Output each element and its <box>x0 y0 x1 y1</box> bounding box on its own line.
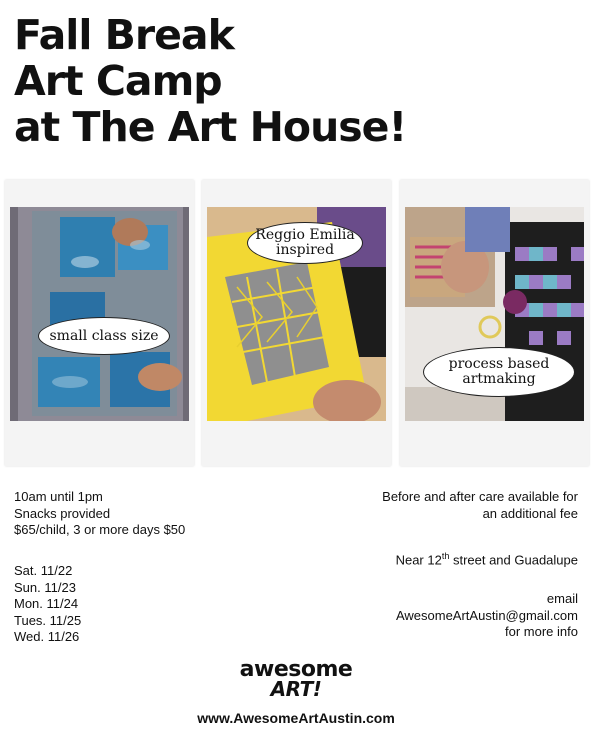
date-item: Tues. 11/25 <box>14 612 82 628</box>
care-line-2: an additional fee <box>482 505 578 521</box>
photo-card-1 <box>5 180 194 466</box>
contact-info <box>396 591 578 641</box>
flyer-title <box>14 12 406 150</box>
date-item: Sat. 11/22 <box>14 563 73 578</box>
website-link[interactable]: www.AwesomeArtAustin.com <box>197 710 395 726</box>
care-line-1: Before and after care available for <box>382 489 578 504</box>
email-link[interactable]: AwesomeArtAustin@gmail.com <box>395 607 578 623</box>
photo-cyanotype-prints <box>10 207 189 421</box>
caption-bubble-3: process based artmaking <box>423 347 575 397</box>
more-info-text: for more info <box>505 624 578 639</box>
email-label: email <box>546 591 578 606</box>
date-item: Wed. 11/26 <box>14 629 80 644</box>
camp-details <box>14 489 185 539</box>
caption-bubble-1: small class size <box>38 317 170 355</box>
caption-bubble-2: Reggio Emilia inspired <box>247 222 363 264</box>
title-line-3: at The Art House! <box>14 103 407 151</box>
title-line-1: Fall Break <box>14 11 234 59</box>
date-item: Sun. 11/23 <box>14 579 76 595</box>
price-text: $65/child, 3 or more days $50 <box>14 522 186 537</box>
snacks-text: Snacks provided <box>14 505 111 521</box>
title-line-2: Art Camp <box>14 57 222 105</box>
photo-weaving <box>405 207 584 421</box>
brand-logo-top: awesome <box>239 657 353 682</box>
photo-printmaking <box>207 207 386 421</box>
camp-dates <box>14 563 81 646</box>
photo-card-2 <box>202 180 391 466</box>
date-item: Mon. 11/24 <box>14 596 79 611</box>
location-text: Near 12th street and Guadalupe <box>395 551 578 568</box>
brand-logo-bottom: ART! <box>270 677 322 701</box>
care-info <box>382 489 578 522</box>
hours-text: 10am until 1pm <box>14 489 103 504</box>
photo-card-3 <box>400 180 589 466</box>
